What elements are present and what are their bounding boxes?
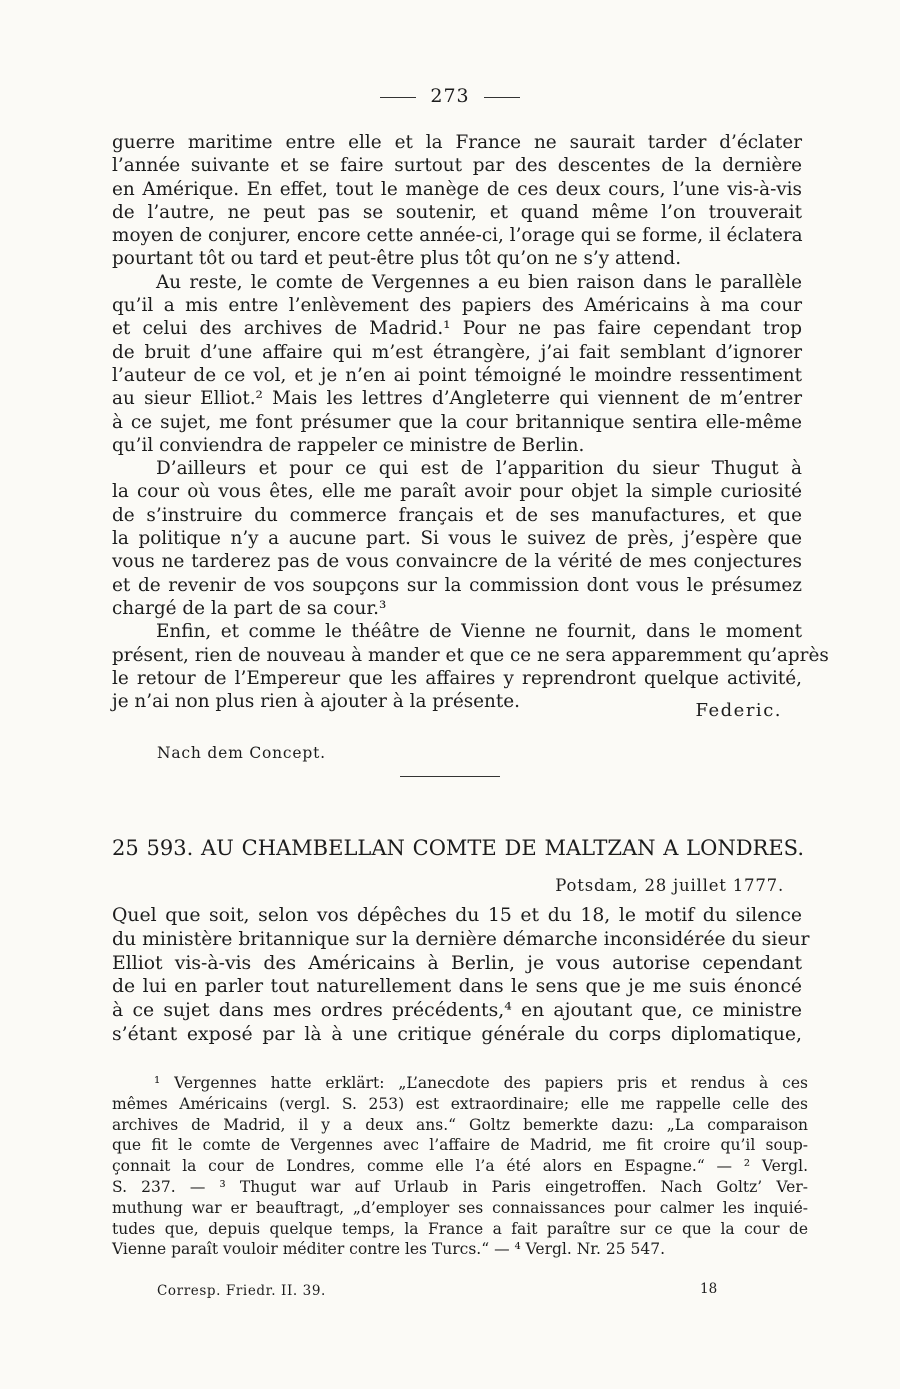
footnote-line: çonnait la cour de Londres, comme elle l’a été alors en Espagne.“ — ² Vergl. (112, 1157, 808, 1176)
footnote-line: Vienne paraît vouloir méditer contre les Turcs.“ — ⁴ Vergl. Nr. 25 547. (112, 1240, 666, 1259)
section-divider (400, 776, 500, 777)
footnote-line: que fit le comte de Vergennes avec l’affaire de Madrid, me fit croire qu’il soup- (112, 1136, 808, 1155)
text-line: Au reste, le comte de Vergennes a eu bien raison dans le parallèle (156, 271, 802, 293)
page-number: 273 (430, 85, 470, 107)
text-line: à ce sujet dans mes ordres précédents,⁴ en ajoutant que, ce ministre (112, 1000, 802, 1022)
text-line: et celui des archives de Madrid.¹ Pour ne pas faire cependant trop (112, 318, 802, 340)
source-note: Nach dem Concept. (157, 744, 326, 762)
document-date: Potsdam, 28 juillet 1777. (555, 876, 784, 895)
text-line: à ce sujet, me font présumer que la cour britannique sentira elle-même (112, 411, 802, 433)
letter-body-2 (112, 904, 810, 1047)
text-line: la politique n’y a aucune part. Si vous le suivez de près, j’espère que (112, 528, 802, 550)
letter-body-1 (112, 131, 829, 722)
text-line: D’ailleurs et pour ce qui est de l’apparition du sieur Thugut à (156, 458, 802, 480)
footnote-line: tudes que, depuis quelque temps, la France a fait paraître sur ce que la cour de (112, 1219, 808, 1238)
text-line: de bruit d’une affaire qui m’est étrangère, j’ai fait semblant d’ignorer (112, 341, 802, 363)
text-line: Quel que soit, selon vos dépêches du 15 et du 18, le motif du silence (112, 905, 802, 926)
text-line: l’année suivante et se faire surtout par des descentes de la dernière (112, 155, 802, 177)
footnote-line: archives de Madrid, il y a deux ans.“ Goltz bemerkte dazu: „La comparaison (112, 1115, 808, 1134)
text-line: et de revenir de vos soupçons sur la commission dont vous le présumez (112, 574, 802, 596)
text-line: qu’il conviendra de rappeler ce ministre de Berlin. (112, 434, 585, 456)
signature: Federic. (695, 700, 782, 722)
header-rule-right (484, 97, 520, 98)
sheet-number: 18 (700, 1281, 718, 1297)
text-line: Enfin, et comme le théâtre de Vienne ne fournit, dans le moment (156, 621, 802, 643)
text-line: qu’il a mis entre l’enlèvement des papiers des Américains à ma cour (112, 295, 802, 317)
footnote-line: muthung war er beauftragt, „d’employer ses connaissances pour calmer les inquié- (112, 1198, 808, 1217)
text-line: pourtant tôt ou tard et peut-être plus tôt qu’on ne s’y attend. (112, 248, 682, 270)
text-line: moyen de conjurer, encore cette année-ci, l’orage qui se forme, il éclatera (112, 225, 803, 247)
text-line: l’auteur de ce vol, et je n’en ai point témoigné le moindre ressentiment (112, 364, 802, 386)
closing-row (112, 690, 802, 722)
footnotes (112, 1073, 808, 1260)
footnote-line: mêmes Américains (vergl. S. 253) est extraordinaire; elle me rappelle celle des (112, 1094, 808, 1113)
footnote-line: S. 237. — ³ Thugut war auf Urlaub in Paris eingetroffen. Nach Goltz’ Ver- (112, 1177, 808, 1196)
text-line: de s’instruire du commerce français et de ses manufactures, et que (112, 504, 802, 526)
text-line: en Amérique. En effet, tout le manège de ces deux cours, l’une vis-à-vis (112, 178, 802, 200)
signature-mark: Corresp. Friedr. II. 39. (157, 1283, 326, 1299)
text-line: vous ne tarderez pas de vous convaincre de la vérité de mes conjectures (112, 551, 802, 573)
text-line: du ministère britannique sur la dernière démarche inconsidérée du sieur (112, 928, 810, 950)
text-line: s’étant exposé par là à une critique générale du corps diplomatique, (112, 1023, 802, 1045)
text-line: présent, rien de nouveau à mander et que ce ne sera apparemment qu’après (112, 644, 829, 666)
text-line: au sieur Elliot.² Mais les lettres d’Angleterre qui viennent de m’entrer (112, 388, 802, 410)
text-line: la cour où vous êtes, elle me paraît avoir pour objet la simple curiosité (112, 481, 802, 503)
text-line: Elliot vis-à-vis des Américains à Berlin, je vous autorise cependant (112, 952, 802, 974)
text-line: chargé de la part de sa cour.³ (112, 597, 387, 619)
text-line: de lui en parler tout naturellement dans le sens que je me suis énoncé (112, 976, 802, 998)
page-header (0, 85, 900, 107)
text-line: je n’ai non plus rien à ajouter à la présente. (112, 691, 520, 713)
document-heading: 25 593. AU CHAMBELLAN COMTE DE MALTZAN A LONDRES. (112, 836, 804, 860)
text-line: le retour de l’Empereur que les affaires y reprendront quelque activité, (112, 667, 802, 689)
text-line: de l’autre, ne peut pas se soutenir, et quand même l’on trouverait (112, 201, 802, 223)
footnote-line: ¹ Vergennes hatte erklärt: „L’anecdote des papiers pris et rendus à ces (154, 1074, 808, 1092)
text-line: guerre maritime entre elle et la France ne saurait tarder d’éclater (112, 132, 802, 153)
header-rule-left (380, 97, 416, 98)
